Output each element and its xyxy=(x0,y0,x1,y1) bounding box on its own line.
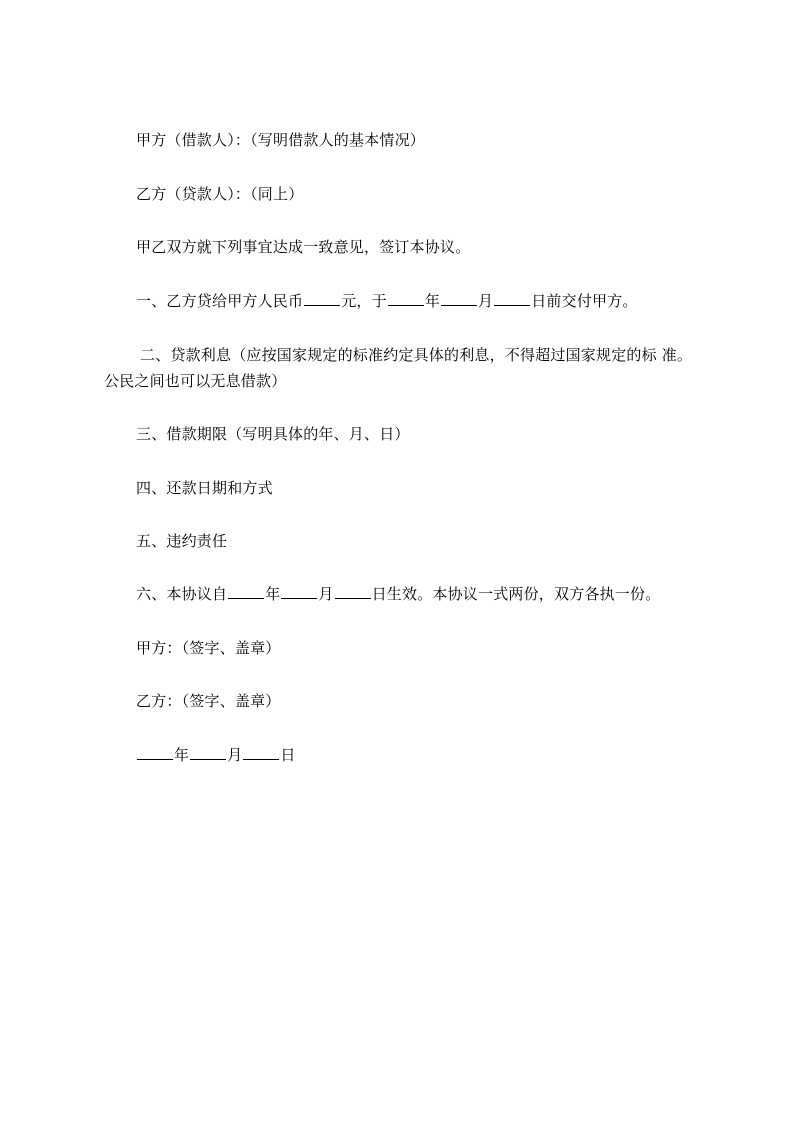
clause-6-text-3: 月 xyxy=(318,585,334,603)
day-blank xyxy=(494,289,530,306)
sign-party-a: 甲方：（签字、盖章） xyxy=(136,639,281,657)
effective-year-blank xyxy=(228,582,264,599)
sign-year-label: 年 xyxy=(174,746,190,764)
party-a-line: 甲方（借款人）：（写明借款人的基本情况） xyxy=(136,131,426,149)
sign-party-b: 乙方：（签字、盖章） xyxy=(136,692,281,710)
clause-1-text-3: 年 xyxy=(424,292,441,310)
sign-day-label: 日 xyxy=(280,746,296,764)
clause-2-line-1: 二、贷款利息（应按国家规定的标准约定具体的利息，不得超过国家规定的标 准。 xyxy=(140,346,693,364)
sign-day-blank xyxy=(243,743,279,760)
sign-year-blank xyxy=(137,743,173,760)
clause-6-text-4: 日生效。本协议一式两份，双方各执一份。 xyxy=(371,585,661,603)
intro-line: 甲乙双方就下列事宜达成一致意见，签订本协议。 xyxy=(136,238,471,256)
sign-month-label: 月 xyxy=(227,746,243,764)
clause-1-text-1: 一、乙方贷给甲方人民币 xyxy=(136,292,304,310)
year-blank xyxy=(388,289,424,306)
clause-6-text-2: 年 xyxy=(265,585,281,603)
clause-1-text-2: 元，于 xyxy=(341,292,387,310)
party-b-line: 乙方（贷款人）：（同上） xyxy=(136,185,304,203)
clause-6 xyxy=(136,582,660,606)
effective-day-blank xyxy=(335,582,371,599)
clause-1-text-4: 月 xyxy=(478,292,494,310)
effective-month-blank xyxy=(281,582,317,599)
month-blank xyxy=(441,289,477,306)
clause-2-line-2: 公民之间也可以无息借款） xyxy=(104,372,287,390)
clause-1 xyxy=(136,289,638,313)
clause-5: 五、违约责任 xyxy=(136,532,228,550)
clause-4: 四、还款日期和方式 xyxy=(136,479,273,497)
amount-blank xyxy=(304,289,340,306)
clause-1-text-5: 日前交付甲方。 xyxy=(531,292,638,310)
sign-month-blank xyxy=(190,743,226,760)
signing-date xyxy=(136,743,296,767)
clause-3: 三、借款期限（写明具体的年、月、日） xyxy=(136,425,410,443)
clause-6-text-1: 六、本协议自 xyxy=(136,585,228,603)
